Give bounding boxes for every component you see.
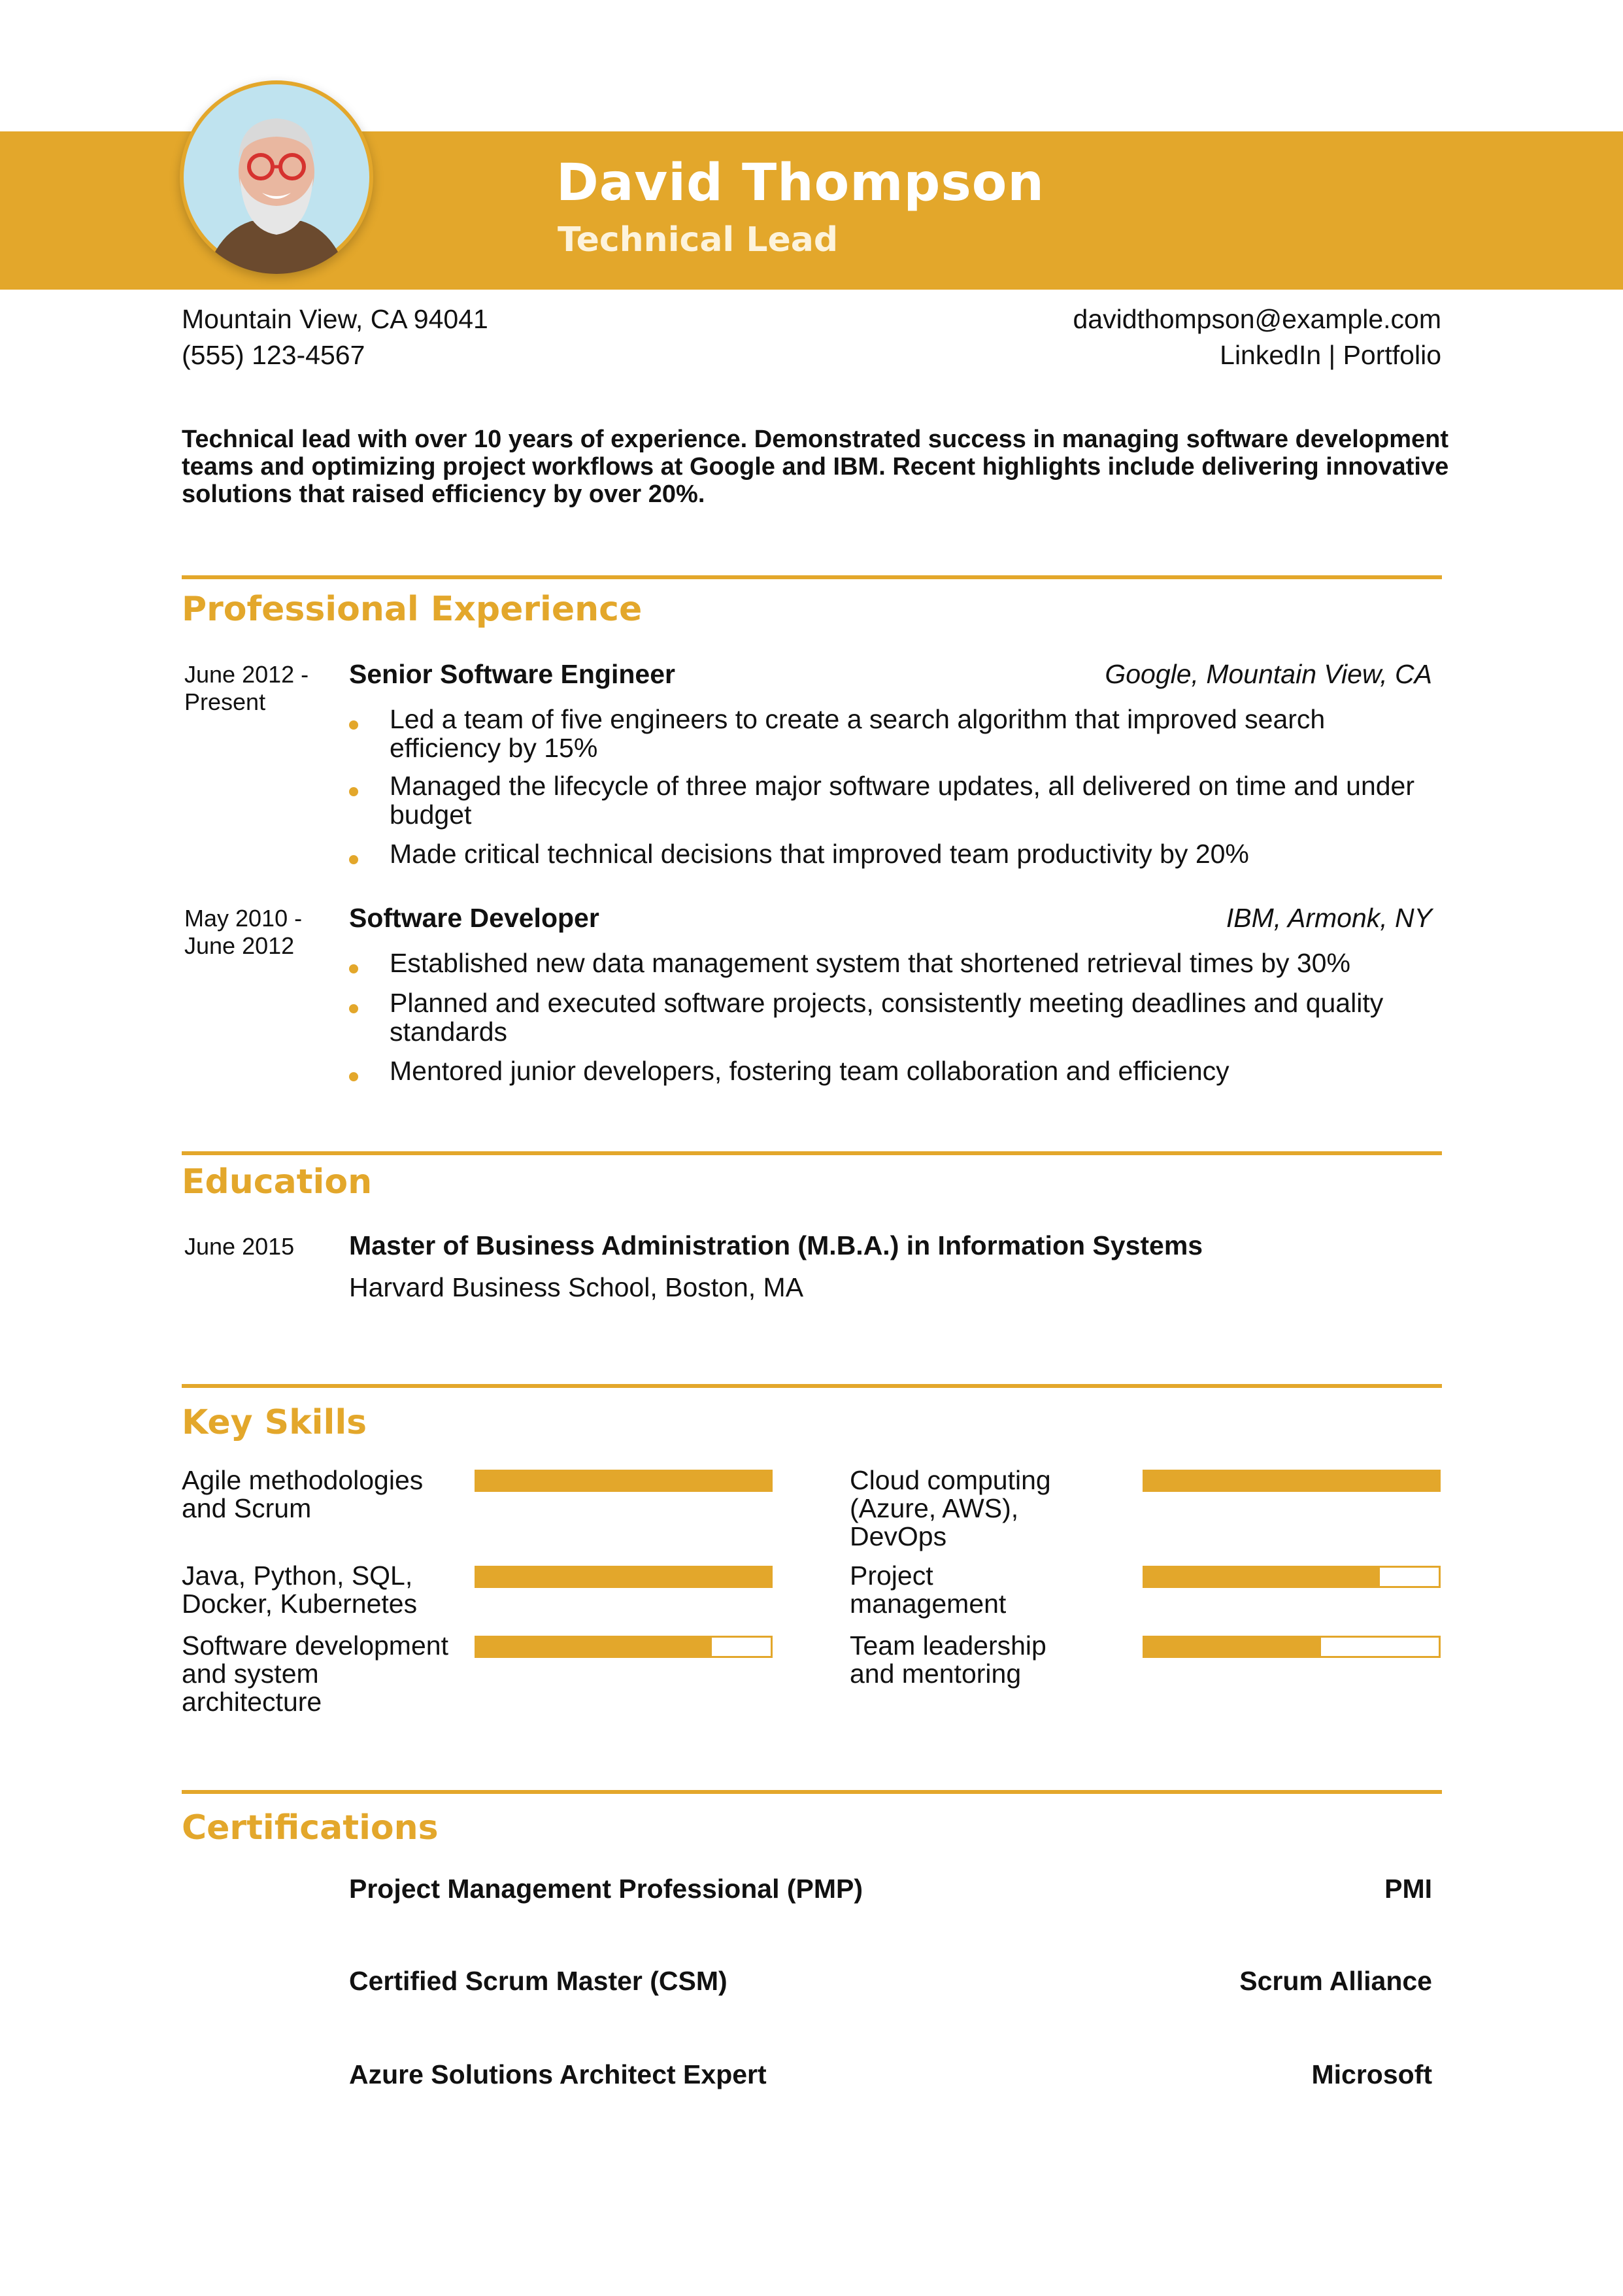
skill-label: Java, Python, SQL, Docker, Kubernetes [182, 1561, 418, 1619]
skill-level-fill [1145, 1568, 1380, 1586]
section-title-education: Education [182, 1162, 373, 1202]
bullet-dot-icon [349, 855, 358, 864]
section-divider [182, 1790, 1442, 1794]
job-bullet: Led a team of five engineers to create a search algorithm that improved search efficiency by 15% [349, 705, 1434, 762]
section-title-experience: Professional Experience [182, 590, 643, 629]
address: Mountain View, CA 94041 [182, 304, 488, 334]
candidate-title: Technical Lead [558, 220, 839, 260]
certification-issuer: Scrum Alliance [1239, 1966, 1432, 1996]
job-bullet: Mentored junior developers, fostering team collaboration and efficiency [349, 1056, 1434, 1085]
avatar-illustration [180, 80, 373, 274]
skill-bar [1143, 1636, 1441, 1658]
certification-name: Certified Scrum Master (CSM) [349, 1966, 728, 1996]
job-bullet: Established new data management system that shortened retrieval times by 30% [349, 949, 1434, 977]
skill-level-fill [477, 1472, 771, 1490]
job-bullet: Managed the lifecycle of three major software updates, all delivered on time and under budget [349, 771, 1434, 829]
section-divider [182, 575, 1442, 579]
job-org: IBM, Armonk, NY [1226, 903, 1432, 933]
bullet-dot-icon [349, 787, 358, 796]
certification-name: Project Management Professional (PMP) [349, 1874, 863, 1904]
skill-bar [1143, 1566, 1441, 1588]
summary: Technical lead with over 10 years of experience. Demonstrated success in managing software development teams and optimizing project workflows at Google and IBM. Recent highlights include delivering innovative solutions that raised efficiency by over 20%. [182, 426, 1449, 508]
email-link[interactable]: davidthompson@example.com [1073, 304, 1441, 334]
certification-name: Azure Solutions Architect Expert [349, 2059, 767, 2089]
bullet-dot-icon [349, 1072, 358, 1081]
education-school: Harvard Business School, Boston, MA [349, 1272, 804, 1302]
skill-bar [475, 1566, 773, 1588]
job-org: Google, Mountain View, CA [1105, 659, 1432, 689]
job-date: May 2010 - June 2012 [184, 905, 303, 959]
bullet-dot-icon [349, 720, 358, 730]
skill-level-fill [477, 1638, 712, 1656]
skill-bar [1143, 1470, 1441, 1492]
bullet-dot-icon [349, 1004, 358, 1013]
skill-label: Agile methodologies and Scrum [182, 1465, 424, 1523]
job-bullet: Made critical technical decisions that improved team productivity by 20% [349, 839, 1434, 868]
section-title-skills: Key Skills [182, 1403, 367, 1442]
skill-level-fill [1145, 1472, 1439, 1490]
skill-label: Cloud computing (Azure, AWS), DevOps [850, 1465, 1051, 1551]
section-divider [182, 1384, 1442, 1388]
section-title-certifications: Certifications [182, 1808, 439, 1848]
phone: (555) 123-4567 [182, 340, 365, 370]
skill-bar [475, 1470, 773, 1492]
job-date: June 2012 - Present [184, 661, 309, 715]
skill-level-fill [1145, 1638, 1321, 1656]
education-degree: Master of Business Administration (M.B.A.) in Information Systems [349, 1230, 1203, 1260]
candidate-name: David Thompson [556, 154, 1045, 212]
contact-right [1073, 301, 1441, 373]
skill-bar [475, 1636, 773, 1658]
skill-label: Team leadership and mentoring [850, 1630, 1046, 1689]
education-date: June 2015 [184, 1233, 295, 1260]
job-bullet: Planned and executed software projects, consistently meeting deadlines and quality standards [349, 988, 1434, 1046]
section-divider [182, 1151, 1442, 1155]
profile-photo [180, 80, 373, 274]
skill-level-fill [477, 1568, 771, 1586]
skill-label: Project management [850, 1561, 1007, 1619]
profile-links[interactable]: LinkedIn | Portfolio [1220, 340, 1441, 370]
contact-left [182, 301, 488, 373]
skill-label: Software development and system architecture [182, 1630, 448, 1717]
job-title: Senior Software Engineer [349, 659, 675, 689]
bullet-dot-icon [349, 964, 358, 973]
job-title: Software Developer [349, 903, 599, 933]
certification-issuer: Microsoft [1311, 2059, 1432, 2089]
certification-issuer: PMI [1384, 1874, 1432, 1904]
